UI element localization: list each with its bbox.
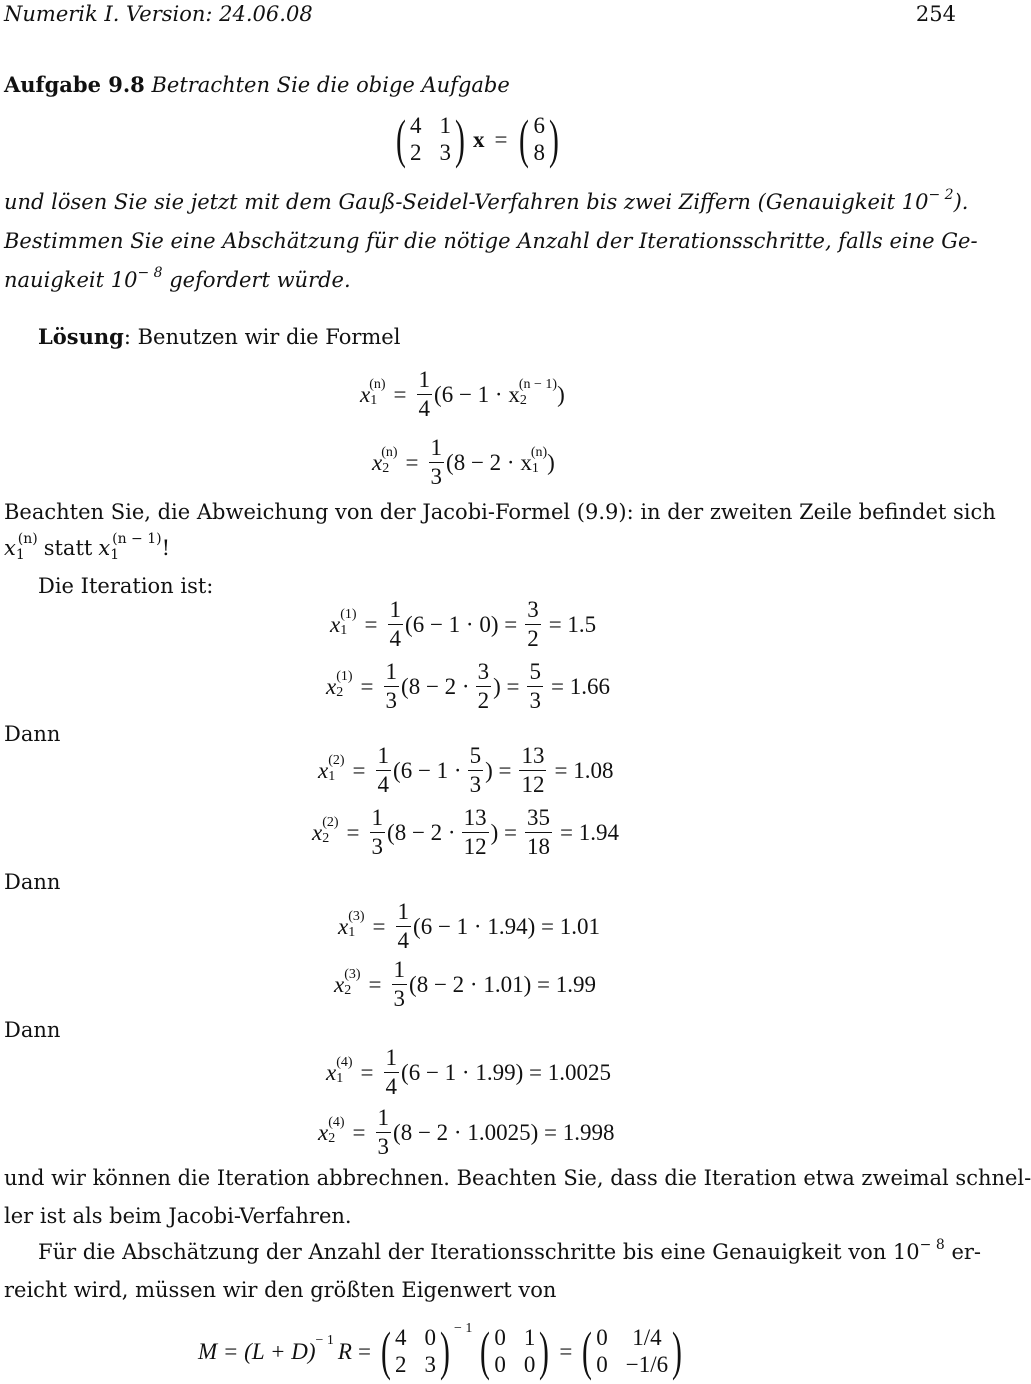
task-line-2: Bestimmen Sie eine Abschätzung für die nötige Anzahl der Iterationsschritte, falls eine Ge- [4,229,978,253]
matrix-cell: 1/4 [632,1325,662,1350]
m-formula: M = (L + D) − 1 R = ( 4 0 2 3 ) − 1 ( 0 1 0 0 ) = ( 0 1/4 0 −1/6 ) [198,1324,686,1378]
matrix-l-plus-d: ( 4 0 2 3 ) [381,1321,450,1381]
matrix-r: ( 0 1 0 0 ) [480,1321,550,1381]
matrix-cell: 2 [394,1352,407,1377]
matrix-cell: 3 [424,1352,436,1377]
estimate-line-2: reicht wird, müssen wir den größten Eigenwert von [4,1278,557,1302]
end-line-1: und wir können die Iteration abbrechnen. Beachten Sie, dass die Iteration etwa zweimal schnel- [4,1166,1031,1190]
step1-x2: x 2 (1) = $\frac{1}{3}$ (8 − 2 · $\frac{3}{2}$ ) = $\frac{5}{3}$ = 1.66 [326,659,610,714]
matrix-cell: 0 [494,1352,506,1377]
note-line-2: x 1 (n) statt x 1 (n − 1) ! [4,530,171,563]
solution-intro: Lösung: Benutzen wir die Formel [38,324,401,349]
formula-x2: x 2 (n) = $\frac{1}{3}$ (8 − 2 · x 1 (n) ) [372,435,555,490]
step2-x1: x 1 (2) = $\frac{1}{4}$ (6 − 1 · $\frac{5}{3}$ ) = $\frac{13}{12}$ = 1.08 [318,743,614,798]
matrix-cell: 0 [523,1352,536,1377]
matrix-a: ( 4 1 2 3 ) [396,109,465,169]
step2-x2: x 2 (2) = $\frac{1}{3}$ (8 − 2 · $\frac{13}{12}$ ) = $\frac{35}{18}$ = 1.94 [312,805,619,860]
task-line-1: und lösen Sie sie jetzt mit dem Gauß-Seidel-Verfahren bis zwei Ziffern (Genauigkeit $10^{- 2}$). [4,187,969,214]
matrix-cell: 4 [409,113,422,138]
dann-label: Dann [4,722,61,746]
estimate-line-1: Für die Abschätzung der Anzahl der Iterationsschritte bis eine Genauigkeit von $10^{- 8}$ er- [38,1237,981,1264]
solution-label: Lösung [38,324,124,349]
vector-cell: 8 [533,140,545,165]
vector-b: ( 6 8 ) [519,109,559,169]
formula-x1: x 1 (n) = $\frac{1}{4}$ (6 − 1 · x 2 (n − 1) ) [360,367,565,422]
page-number: 254 [915,2,956,26]
matrix-cell: 0 [424,1325,436,1350]
step4-x2: x 2 (4) = $\frac{1}{3}$ (8 − 2 · 1.0025) = 1.998 [318,1105,615,1160]
iteration-intro: Die Iteration ist: [38,574,214,598]
dann-label: Dann [4,870,61,894]
vector-x: x [472,126,485,152]
task-label: Aufgabe 9.8 [4,72,145,97]
vector-cell: 6 [533,113,545,138]
matrix-cell: 3 [439,140,451,165]
step3-x1: x 1 (3) = $\frac{1}{4}$ (6 − 1 · 1.94) = 1.01 [338,899,600,954]
matrix-cell: 0 [494,1325,506,1350]
equation-system: ( 4 1 2 3 ) x = ( 6 8 ) [392,112,563,166]
matrix-cell: 0 [596,1352,608,1377]
dann-label: Dann [4,1018,61,1042]
matrix-cell: −1/6 [625,1352,669,1377]
note-line-1: Beachten Sie, die Abweichung von der Jacobi-Formel (9.9): in der zweiten Zeile befindet sich [4,500,996,524]
step1-x1: x 1 (1) = $\frac{1}{4}$ (6 − 1 · 0) = $\frac{3}{2}$ = 1.5 [330,597,597,652]
end-line-2: ler ist als beim Jacobi-Verfahren. [4,1204,352,1228]
matrix-cell: 1 [439,113,451,138]
matrix-cell: 4 [394,1325,407,1350]
task-line-3: nauigkeit $10^{- 8}$ gefordert würde. [4,265,351,292]
matrix-m: ( 0 1/4 0 −1/6 ) [582,1321,683,1381]
matrix-cell: 2 [409,140,422,165]
task-intro: Betrachten Sie die obige Aufgabe [151,73,510,97]
matrix-cell: 0 [596,1325,608,1350]
step3-x2: x 2 (3) = $\frac{1}{3}$ (8 − 2 · 1.01) = 1.99 [334,957,596,1012]
running-header: Numerik I. Version: 24.06.08 [4,2,313,26]
matrix-cell: 1 [523,1325,536,1350]
step4-x1: x 1 (4) = $\frac{1}{4}$ (6 − 1 · 1.99) = 1.0025 [326,1045,611,1100]
task-heading [4,74,510,96]
